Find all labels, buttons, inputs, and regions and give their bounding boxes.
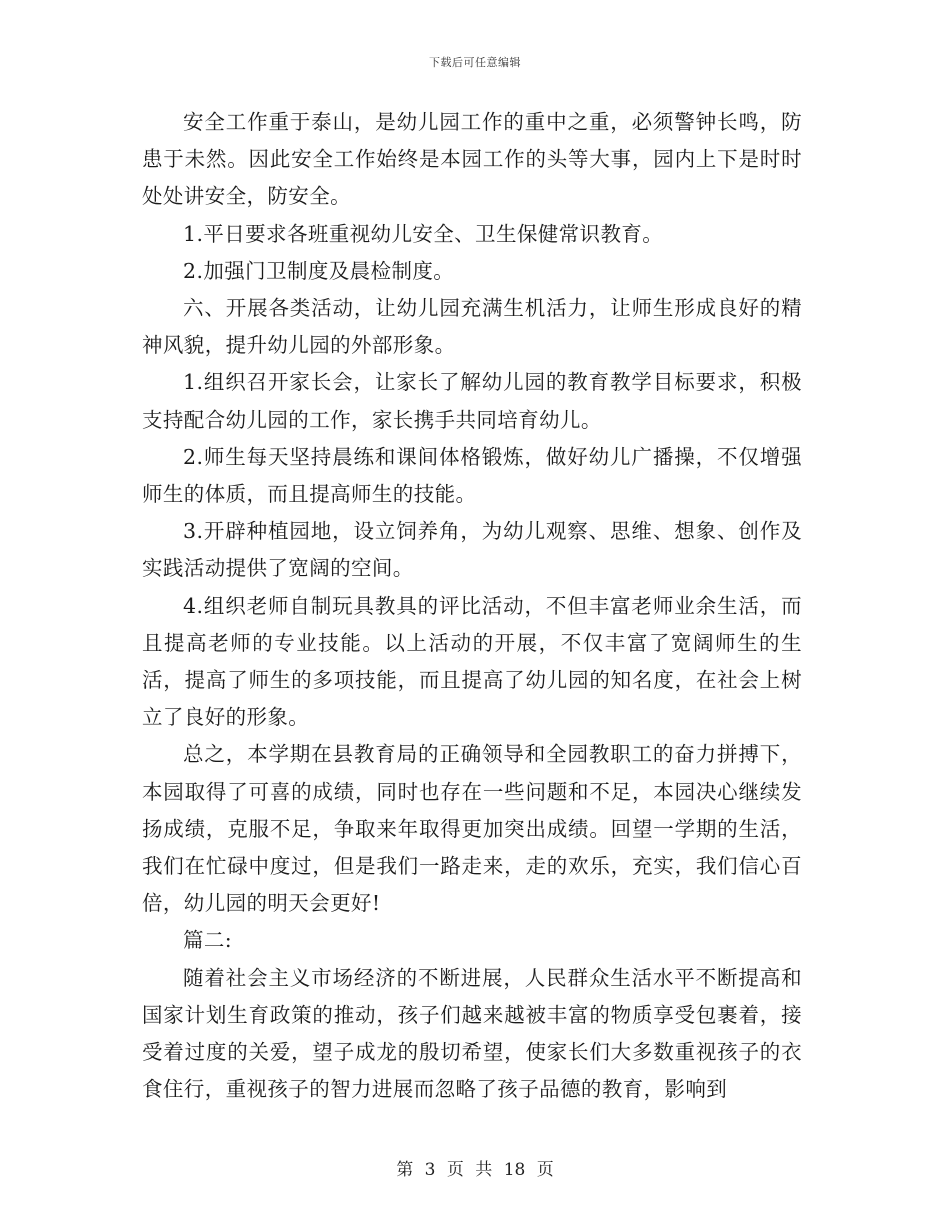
paragraph-activity-item-2: 2.师生每天坚持晨练和课间体格锻炼，做好幼儿广播操，不仅增强师生的体质，而且提高师生的技能。 [142, 444, 802, 507]
paragraph-safety-item-1: 1.平日要求各班重视幼儿安全、卫生保健常识教育。 [183, 221, 664, 246]
paragraph-summary: 总之，本学期在县教育局的正确领导和全园教职工的奋力拼搏下，本园取得了可喜的成绩，同时也存在一些问题和不足，本园决心继续发扬成绩，克服不足，争取来年取得更加突出成绩。回望一学期的生活，我们在忙碌中度过，但是我们一路走来，走的欢乐，充实，我们信心百倍，幼儿园的明天会更好! [142, 742, 802, 916]
paragraph-activity-item-3: 3.开辟种植园地，设立饲养角，为幼儿观察、思维、想象、创作及实践活动提供了宽阔的空间。 [142, 519, 802, 581]
paragraph-activity-item-1: 1.组织召开家长会，让家长了解幼儿园的教育教学目标要求，积极支持配合幼儿园的工作，家长携手共同培育幼儿。 [142, 370, 802, 432]
document-body [142, 104, 802, 1108]
paragraph-activity-item-4: 4.组织老师自制玩具教具的评比活动，不但丰富老师业余生活，而且提高老师的专业技能。以上活动的开展，不仅丰富了宽阔师生的生活，提高了师生的多项技能，而且提高了幼儿园的知名度，在社会上树立了良好的形象。 [142, 593, 802, 730]
paragraph-safety-intro: 安全工作重于泰山，是幼儿园工作的重中之重，必须警钟长鸣，防患于未然。因此安全工作始终是本园工作的头等大事，园内上下是时时处处讲安全，防安全。 [142, 110, 802, 209]
page-header: 下载后可任意编辑 [429, 56, 521, 69]
page-number: 第 3 页 共 18 页 [396, 1160, 554, 1180]
paragraph-part-two-body: 随着社会主义市场经济的不断进展，人民群众生活水平不断提高和国家计划生育政策的推动，孩子们越来越被丰富的物质享受包裹着，接受着过度的关爱，望子成龙的殷切希望，使家长们大多数重视孩子的衣食住行，重视孩子的智力进展而忽略了孩子品德的教育，影响到 [142, 965, 802, 1102]
paragraph-section-six: 六、开展各类活动，让幼儿园充满生机活力，让师生形成良好的精神风貌，提升幼儿园的外部形象。 [142, 296, 802, 358]
paragraph-part-two-heading: 篇二: [183, 928, 233, 953]
paragraph-safety-item-2: 2.加强门卫制度及晨检制度。 [183, 258, 455, 283]
